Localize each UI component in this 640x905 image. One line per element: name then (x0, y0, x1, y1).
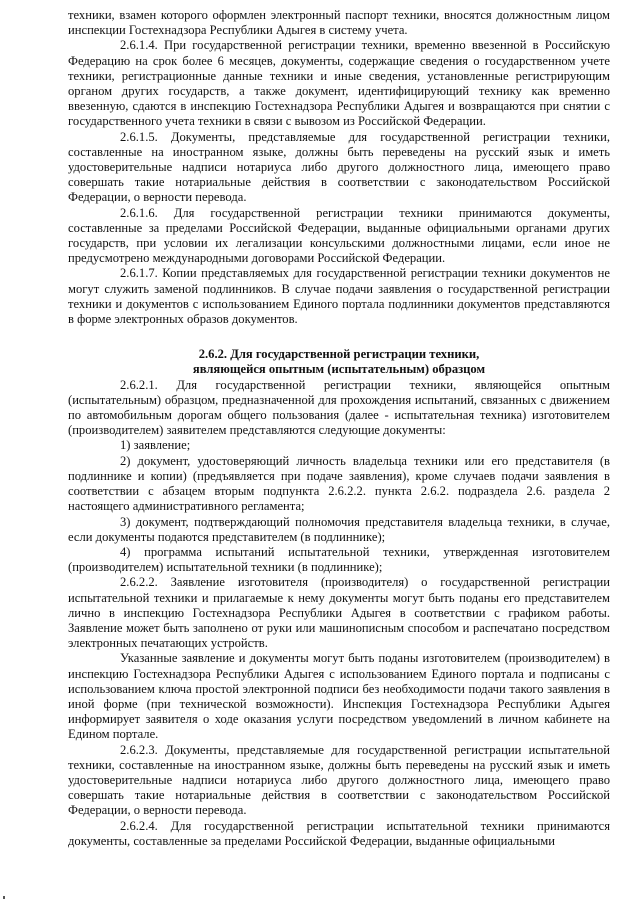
paragraph-top-continuation: техники, взамен которого оформлен электронный паспорт техники, вносятся должностным лицом инспекции Гостехнадзора Республики Адыгея в систему учета. (68, 8, 610, 38)
paragraph-2-6-2-3: 2.6.2.3. Документы, представляемые для государственной регистрации испытательной техники, составленные на иностранном языке, должны быть переведены на русский язык и иметь удостоверительные надписи нотариуса либо другого должностного лица, имеющего право совершать такие нотариальные действия в соответствии с законодательством Российской Федерации, о верности перевода. (68, 742, 610, 818)
paragraph-2-6-2-1: 2.6.2.1. Для государственной регистрации техники, являющейся опытным (испытательным) образцом, предназначенной для прохождения испытаний, связанных с движением по автомобильным дорогам общего пользования (далее - испытательная техника) изготовителем (производителем) заявителем представляются следующие документы: (68, 377, 610, 438)
section-heading-line-1: 2.6.2. Для государственной регистрации техники, (198, 347, 480, 362)
paragraph-2-6-1-7: 2.6.1.7. Копии представляемых для государственной регистрации техники документов не могут служить заменой подлинников. В случае подачи заявления о государственной регистрации техники и документов с использованием Единого портала подлинники документов представляются в форме электронных образов документов. (68, 266, 610, 327)
list-item-2: 2) документ, удостоверяющий личность владельца техники или его представителя (в подлиннике и копии) (предъявляется при подаче заявления), кроме случаев подачи заявления в соответствии с абзацем вторым подпункта 2.6.2.2. пункта 2.6.2. подраздела 2.6. раздела 2 настоящего административного регламента; (68, 453, 610, 514)
paragraph-2-6-1-4: 2.6.1.4. При государственной регистрации техники, временно ввезенной в Российскую Федерацию на срок более 6 месяцев, документы, содержащие сведения о государственном учете техники, регистрационные данные техники и иные сведения, установленные регистрирующим органом других государств, а также документ, идентифицирующий технику как временно ввезенную, сдаются в инспекцию Гостехнадзора Республики Адыгея и возвращаются при снятии с государственного учета техники в связи с вывозом из Российской Федерации. (68, 38, 610, 129)
section-heading-2-6-2 (68, 347, 610, 377)
list-item-3: 3) документ, подтверждающий полномочия представителя владельца техники, в случае, если документы подаются представителем (в подлиннике); (68, 514, 610, 544)
paragraph-2-6-2-2: 2.6.2.2. Заявление изготовителя (производителя) о государственной регистрации испытательной техники и прилагаемые к нему документы могут быть поданы его представителем лично в инспекцию Гостехнадзора Республики Адыгея в соответствии с графиком работы. Заявление может быть заполнено от руки или машинописным способом и распечатано посредством электронных печатающих устройств. (68, 575, 610, 651)
paragraph-portal-submission: Указанные заявление и документы могут быть поданы изготовителем (производителем) в инспекцию Гостехнадзора Республики Адыгея с использованием Единого портала и подписаны с использованием ключа простой электронной подписи без необходимости подачи такого заявления в иной форме (при технической возможности). Инспекция Гостехнадзора Республики Адыгея информирует заявителя о ходе оказания услуги посредством уведомлений в личном кабинете на Едином портале. (68, 651, 610, 742)
list-item-4: 4) программа испытаний испытательной техники, утвержденная изготовителем (производителем) испытательной техники (в подлиннике); (68, 544, 610, 575)
paragraph-2-6-2-4: 2.6.2.4. Для государственной регистрации испытательной техники принимаются документы, составленные за пределами Российской Федерации, выданные официальными (68, 818, 610, 848)
document-body (68, 8, 610, 849)
section-heading-line-2: являющейся опытным (испытательным) образцом (192, 362, 486, 377)
paragraph-2-6-1-6: 2.6.1.6. Для государственной регистрации техники принимаются документы, составленные за пределами Российской Федерации, выданные официальными органами других государств, при условии их легализации консульскими должностными лицами, если иное не предусмотрено международными договорами Российской Федерации. (68, 205, 610, 266)
list-item-1: 1) заявление; (120, 438, 191, 453)
scan-edge-mark (3, 896, 5, 899)
paragraph-2-6-1-5: 2.6.1.5. Документы, представляемые для государственной регистрации техники, составленные на иностранном языке, должны быть переведены на русский язык и иметь удостоверительные надписи нотариуса либо другого должностного лица, имеющего право совершать такие нотариальные действия в соответствии с законодательством Российской Федерации, о верности перевода. (68, 129, 610, 205)
